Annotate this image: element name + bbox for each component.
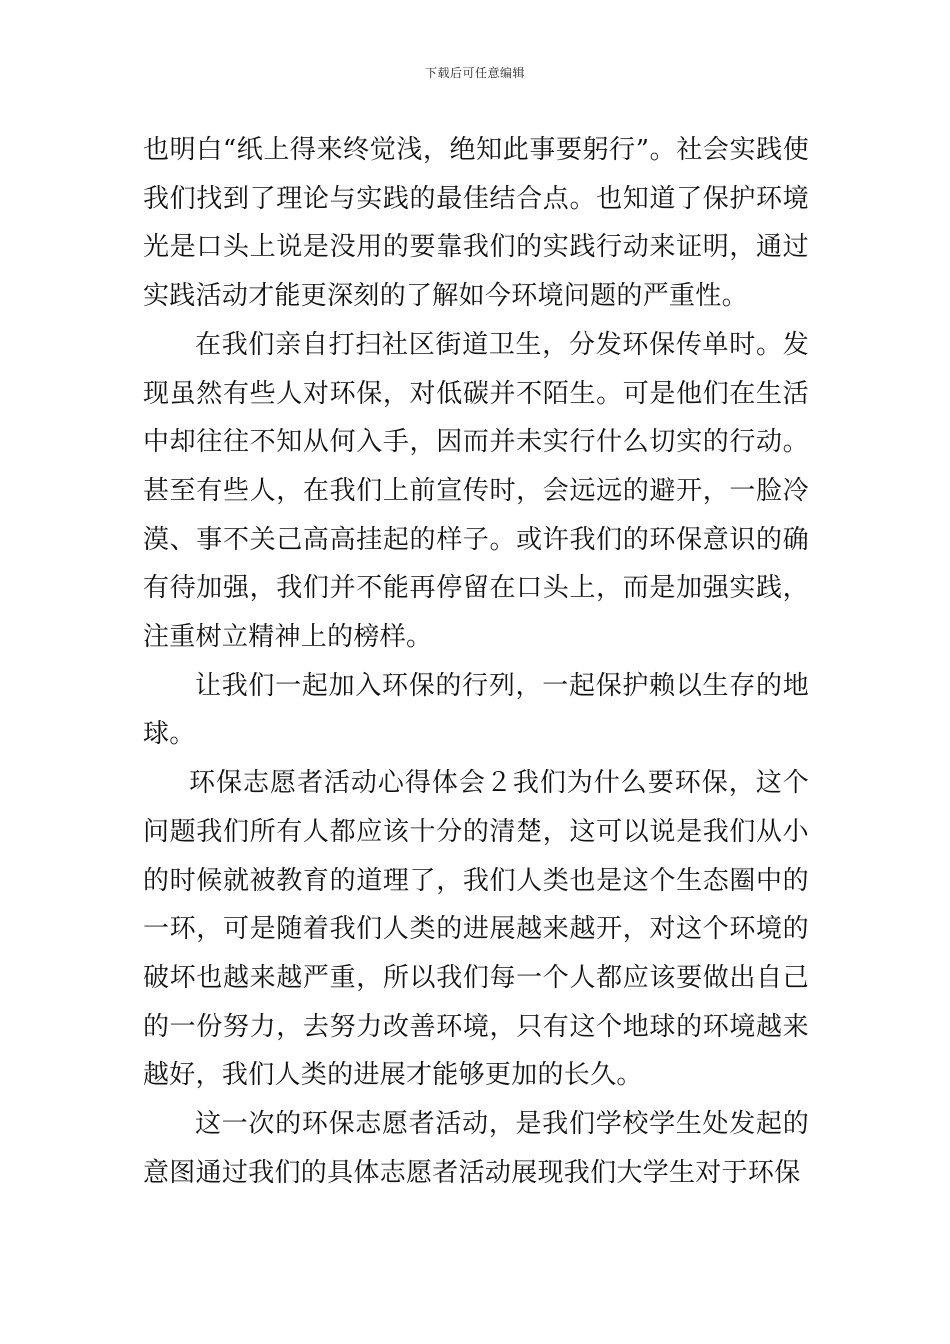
paragraph-1: 也明白“纸上得来终觉浅，绝知此事要躬行”。社会实践使我们找到了理论与实践的最佳结合点。也知道了保护环境光是口头上说是没用的要靠我们的实践行动来证明，通过实践活动才能更深刻的了解如今环境问题的严重性。 xyxy=(143,135,809,312)
paragraph-2: 在我们亲自打扫社区街道卫生，分发环保传单时。发现虽然有些人对环保，对低碳并不陌生。可是他们在生活中却往往不知从何入手，因而并未实行什么切实的行动。甚至有些人，在我们上前宣传时，会远远的避开，一脸冷漠、事不关己高高挂起的样子。或许我们的环保意识的确有待加强，我们并不能再停留在口头上，而是加强实践，注重树立精神上的榜样。 xyxy=(143,329,809,653)
page-header: 下载后可任意编辑 xyxy=(424,66,525,80)
paragraph-3: 让我们一起加入环保的行列，一起保护赖以生存的地球。 xyxy=(143,670,809,750)
paragraph-5: 这一次的环保志愿者活动，是我们学校学生处发起的意图通过我们的具体志愿者活动展现我们大学生对于环保 xyxy=(143,1109,809,1188)
document-body xyxy=(143,126,809,1197)
paragraph-4: 环保志愿者活动心得体会２我们为什么要环保，这个问题我们所有人都应该十分的清楚，这可以说是我们从小的时候就被教育的道理了，我们人类也是这个生态圈中的一环，可是随着我们人类的进展越来越开，对这个环境的破坏也越来越严重，所以我们每一个人都应该要做出自己的一份努力，去努力改善环境，只有这个地球的环境越来越好，我们人类的进展才能够更加的长久。 xyxy=(143,768,809,1091)
